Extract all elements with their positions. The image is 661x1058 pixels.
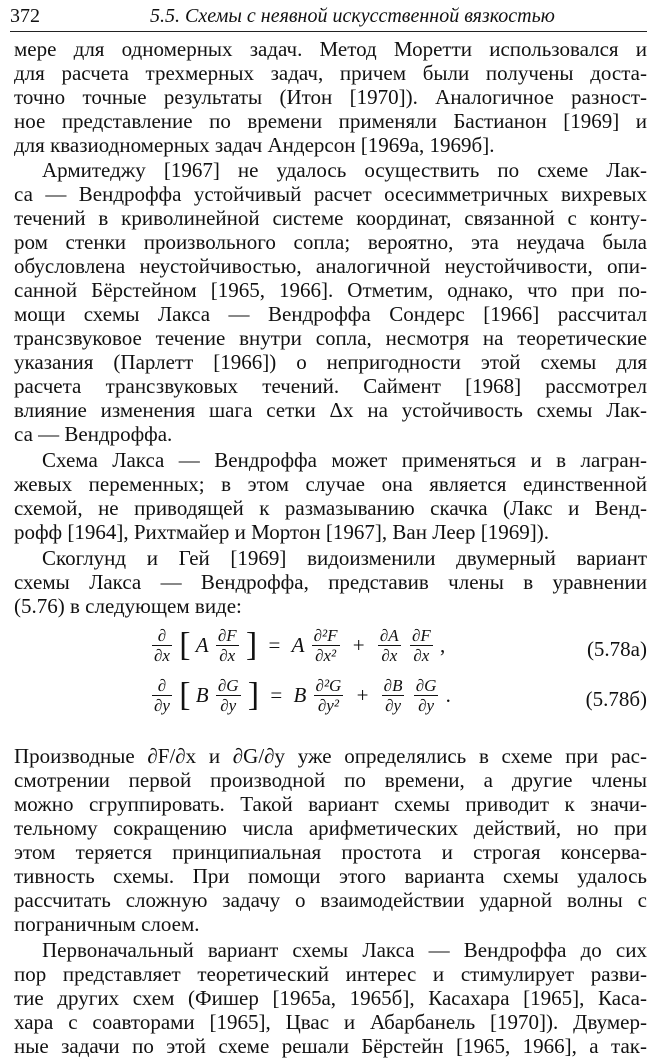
page-number: 372 [10, 5, 40, 27]
text-line: влияние изменения шага сетки Δx на устойчивость схемы Лак- [14, 398, 647, 422]
fraction: $\frac{\text{∂²G}}{\text{∂y²}}$ [315, 676, 342, 715]
text-line: са — Вендроффа устойчивый расчет осесимметричных вихревых [14, 182, 647, 206]
text-line: тельному сокращению числа арифметических действий, но при [14, 816, 647, 840]
equation-label: (5.78а) [586, 637, 647, 661]
text-line: тивность схемы. При помощи этого варианта схемы удалось [14, 864, 647, 888]
text-line: Армитеджу [1967] не удалось осуществить по схеме Лак- [42, 158, 647, 182]
text-line: можно сгруппировать. Такой вариант схемы приводит к значи- [14, 792, 647, 816]
fraction: $\frac{\partial F}{\partial x}$ [217, 626, 237, 665]
text-line: санной Бёрстейном [1965, 1966]. Отметим, однако, что при по- [14, 278, 647, 302]
text-line: расчета трансзвуковых течений. Саймент [1968] рассмотрел [14, 374, 647, 398]
text-line: пограничным слоем. [14, 912, 200, 936]
running-header [10, 3, 647, 32]
text-line: ром стенки произвольного сопла; вероятно, эта неудача была [14, 230, 647, 254]
text-line: Скоглунд и Гей [1969] видоизменили двумерный вариант [42, 546, 647, 570]
text-line: трансзвуковое течение внутри сопла, несмотря на теоретические [14, 326, 647, 350]
text-line: обусловлена неустойчивостью, аналогичной неустойчивости, опи- [14, 254, 647, 278]
text-line: смотрении первой производной по времени, а другие члены [14, 768, 647, 792]
text-line: этом теряется принципиальная простота и строгая консерва- [14, 840, 647, 864]
equation-5-78a: $\frac{\partial}{\partial x}$ [ A $\frac{\partial F}{\partial x}$ ] = A $\frac{\text{∂²F}}{\text{∂x²}}$ + $\frac{\partial A}{\partial x}$ $\frac{\partial F}{\partial x}$ , [154, 626, 446, 665]
fraction: $\frac{\partial A}{\partial x}$ [379, 626, 399, 665]
text-line: для квазиодномерных задач Андерсон [1969а, 1969б]. [14, 133, 495, 157]
text-line: пор представляет теоретический интерес и стимулирует разви- [14, 962, 647, 986]
text-line: (5.76) в следующем виде: [14, 594, 242, 618]
text-line: Схема Лакса — Вендроффа может применяться и в лагран- [42, 448, 647, 472]
fraction: $\frac{\partial F}{\partial x}$ [411, 626, 431, 665]
equation-label: (5.78б) [585, 687, 647, 711]
fraction: $\frac{\partial B}{\partial y}$ [383, 676, 403, 715]
text-line: точно точные результаты (Итон [1970]). Аналогичное разност- [14, 85, 647, 109]
text-line: рофф [1964], Рихтмайер и Мортон [1967], Ван Леер [1969]). [14, 520, 549, 544]
text-line: мере для одномерных задач. Метод Моретти использовался и [14, 37, 647, 61]
text-line: тие других схем (Фишер [1965а, 1965б], Касахара [1965], Каса- [14, 986, 647, 1010]
text-line: схемой, не приводящей к размазыванию скачка (Лакс и Венд- [14, 496, 647, 520]
text-line: для расчета трехмерных задач, причем были получены доста- [14, 61, 647, 85]
text-line: указания (Парлетт [1966]) о непригодности этой схемы для [14, 350, 647, 374]
fraction: $\frac{\text{∂²F}}{\text{∂x²}}$ [313, 626, 338, 665]
equation-5-78b: $\frac{\partial}{\partial y}$ [ B $\frac{\partial G}{\partial y}$ ] = B $\frac{\text{∂²G}}{\text{∂y²}}$ + $\frac{\partial B}{\partial y}$ $\frac{\partial G}{\partial y}$ . [154, 676, 451, 715]
text-line: хара с соавторами [1965], Цвас и Абарбанель [1970]). Двумер- [14, 1010, 647, 1034]
text-line: схемы Лакса — Вендроффа, представив члены в уравнении [14, 570, 647, 594]
fraction: $\frac{\partial G}{\partial y}$ [217, 676, 239, 715]
text-line: Первоначальный вариант схемы Лакса — Вендроффа до сих [42, 938, 647, 962]
fraction: $\frac{\partial G}{\partial y}$ [415, 676, 437, 715]
text-line: са — Вендроффа. [14, 422, 173, 446]
text-line: мощи схемы Лакса — Вендроффа Сондерс [1966] рассчитал [14, 302, 647, 326]
text-line: Производные ∂F/∂x и ∂G/∂y уже определялись в схеме при рас- [14, 744, 647, 768]
fraction: $\frac{\partial}{\partial y}$ [154, 676, 170, 715]
running-title: 5.5. Схемы с неявной искусственной вязкостью [150, 5, 555, 27]
text-line: жевых переменных; в этом случае она является единственной [14, 472, 647, 496]
text-line: ное представление по времени применяли Бастианон [1969] и [14, 109, 647, 133]
text-line: течений в криволинейной системе координат, связанной с конту- [14, 206, 647, 230]
text-line: ные задачи по этой схеме решали Бёрстейн [1965, 1966], а так- [14, 1034, 647, 1058]
text-line: рассчитать сложную задачу о взаимодействии ударной волны с [14, 888, 647, 912]
fraction: $\frac{\partial}{\partial x}$ [154, 626, 170, 665]
